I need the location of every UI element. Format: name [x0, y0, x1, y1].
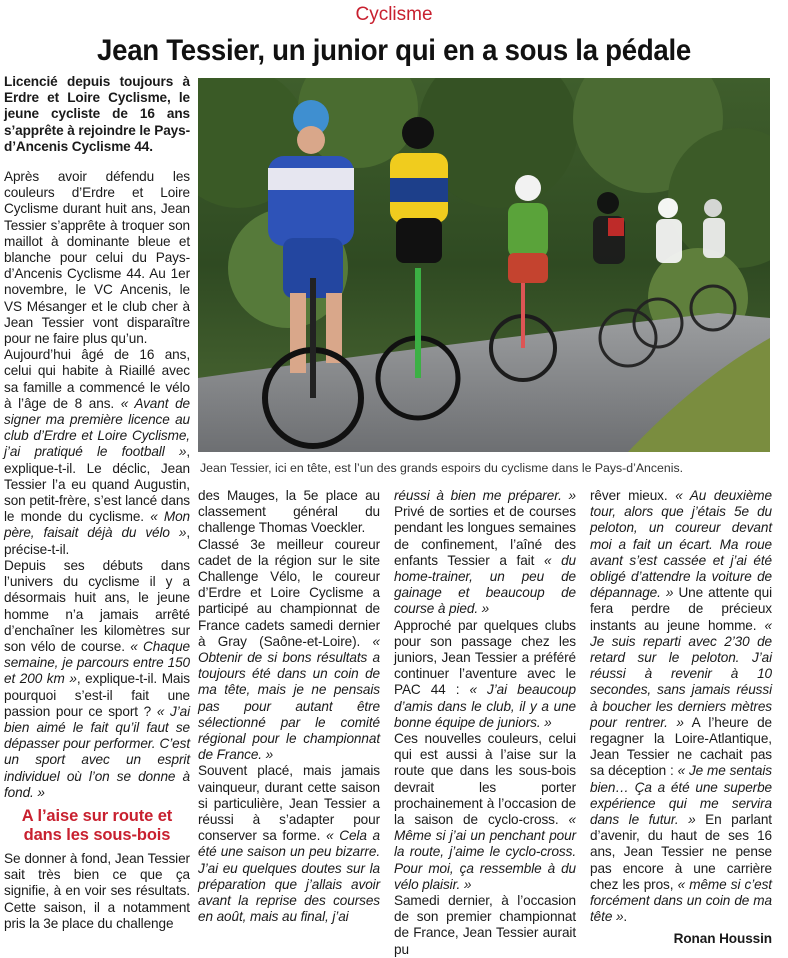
- article-column-3: [394, 488, 576, 958]
- article-column-4: [590, 488, 772, 948]
- article-column-1: [4, 74, 190, 932]
- paragraph: Après avoir défendu les couleurs d’Erdre et Loire Cyclisme durant huit ans, Jean Tessier s’apprête à troquer son maillot à dominante bleue et blanche pour celui du Pays-d’Ancenis Cyclisme 44. Au 1er novembre, le VC Ancenis, le VS Mésanger et le club cher à Jean Tessier vont disparaître pour ne faire plus qu’un.: [4, 169, 190, 347]
- paragraph: Depuis ses débuts dans l’univers du cyclisme il y a désormais huit ans, le jeune homme n’a jamais arrêté d’enchaîner les kilomètres sur son vélo de course. « Chaque semaine, je parcours entre 150 et 200 km », explique-t-il. Mais pourquoi s’est-il fait une passion pour ce sport ? « J’ai bien aimé le fait qu’il faut se dépasser pour performer. C’est un sport avec un esprit individuel où l’on se donne à fond. »: [4, 557, 190, 800]
- paragraph: Samedi dernier, à l’occasion de son premier championnat de France, Jean Tessier aurait pu: [394, 893, 576, 957]
- article-headline: Jean Tessier, un junior qui en a sous la pédale: [97, 34, 691, 67]
- paragraph: rêver mieux. « Au deuxième tour, alors que j’étais 5e du peloton, un coureur devant moi a fait un écart. Ma roue avant s’est cassée et j’ai été obligé d’attendre la voiture de dépannage. » Une attente qui fera perdre de précieux instants au jeune homme. « Je suis reparti avec 2’30 de retard sur le peloton. J’ai réussi à revenir à 10 secondes, sans jamais réussi à boucher les derniers mètres pour rentrer. » A l’heure de regagner la Loire-Atlantique, Jean Tessier ne cachait pas sa déception : « Je me sentais bien… Ça a été une superbe expérience qui me servira dans le futur. » En parlant d’avenir, du haut de ses 16 ans, Jean Tessier ne pense pas encore à une carrière chez les pros, « même si c’est forcément dans un coin de ma tête ».: [590, 488, 772, 925]
- paragraph: Se donner à fond, Jean Tessier sait très bien ce que ça signifie, à en voir ses résultats. Cette saison, il a notamment pris la 3e place du challenge: [4, 850, 190, 931]
- article-photo: [198, 78, 770, 452]
- paragraph: Aujourd’hui âgé de 16 ans, celui qui habite à Riaillé avec sa famille a commencé le vélo à l’âge de 8 ans. « Avant de signer ma première licence au club d’Erdre et Loire Cyclisme, j’ai pratiqué le football », explique-t-il. Le déclic, Jean Tessier l’a eu quand Augustin, son petit-frère, s’est lancé dans le monde du cyclisme. « Mon père, faisait déjà du vélo », précise-t-il.: [4, 347, 190, 557]
- intertitle: A l’aise sur route et dans les sous-bois: [21, 806, 173, 844]
- paragraph: Approché par quelques clubs pour son passage chez les juniors, Jean Tessier a préféré continuer l’aventure avec le PAC 44 : « J’ai beaucoup d’amis dans le club, il y a une bonne équipe de juniors. »: [394, 617, 576, 730]
- article-lead: Licencié depuis toujours à Erdre et Loire Cyclisme, le jeune cycliste de 16 ans s’apprête à rejoindre le Pays-d’Ancenis Cyclisme 44.: [4, 74, 190, 154]
- section-rubric: Cyclisme: [355, 4, 433, 25]
- author-signature: Ronan Houssin: [673, 931, 772, 947]
- paragraph: réussi à bien me préparer. » Privé de sorties et de courses pendant les longues semaines de confinement, l’aîné des enfants Tessier a fait « du home-trainer, un peu de gainage et beaucoup de course à pied. »: [394, 488, 577, 617]
- paragraph: Souvent placé, mais jamais vainqueur, durant cette saison si particulière, Jean Tessier a réussi à s’adapter pour conserver sa forme. « Cela a été une saison un peu bizarre. J’ai eu quelques doutes sur la préparation que j’allais avoir avant la reprise des courses en août, mais au final, j’ai: [198, 763, 380, 925]
- paragraph: des Mauges, la 5e place au classement général du challenge Thomas Voeckler.: [198, 488, 380, 536]
- paragraph: Classé 3e meilleur coureur cadet de la région sur le site Challenge Vélo, le coureur d’Erdre et Loire Cyclisme a participé au championnat de France cadets samedi dernier à Gray (Saône-et-Loire). « Obtenir de si bons résultats a toujours été dans un coin de ma tête, mais je ne pensais pas pour autant être sélectionné par le comité régional pour le championnat de France. »: [198, 536, 380, 763]
- photo-caption: Jean Tessier, ici en tête, est l’un des grands espoirs du cyclisme dans le Pays-d’Ancenis.: [200, 461, 684, 475]
- paragraph: Ces nouvelles couleurs, celui qui est aussi à l’aise sur la route que dans les sous-bois devrait les porter prochainement à l’occasion de la saison de cyclo-cross. « Même si j’ai un penchant pour la route, j’aime le cyclo-cross. Pour moi, ça ressemble à du vélo plaisir. »: [394, 731, 576, 892]
- article-column-2: [198, 488, 380, 925]
- cyclists-photo-illustration: [198, 78, 770, 452]
